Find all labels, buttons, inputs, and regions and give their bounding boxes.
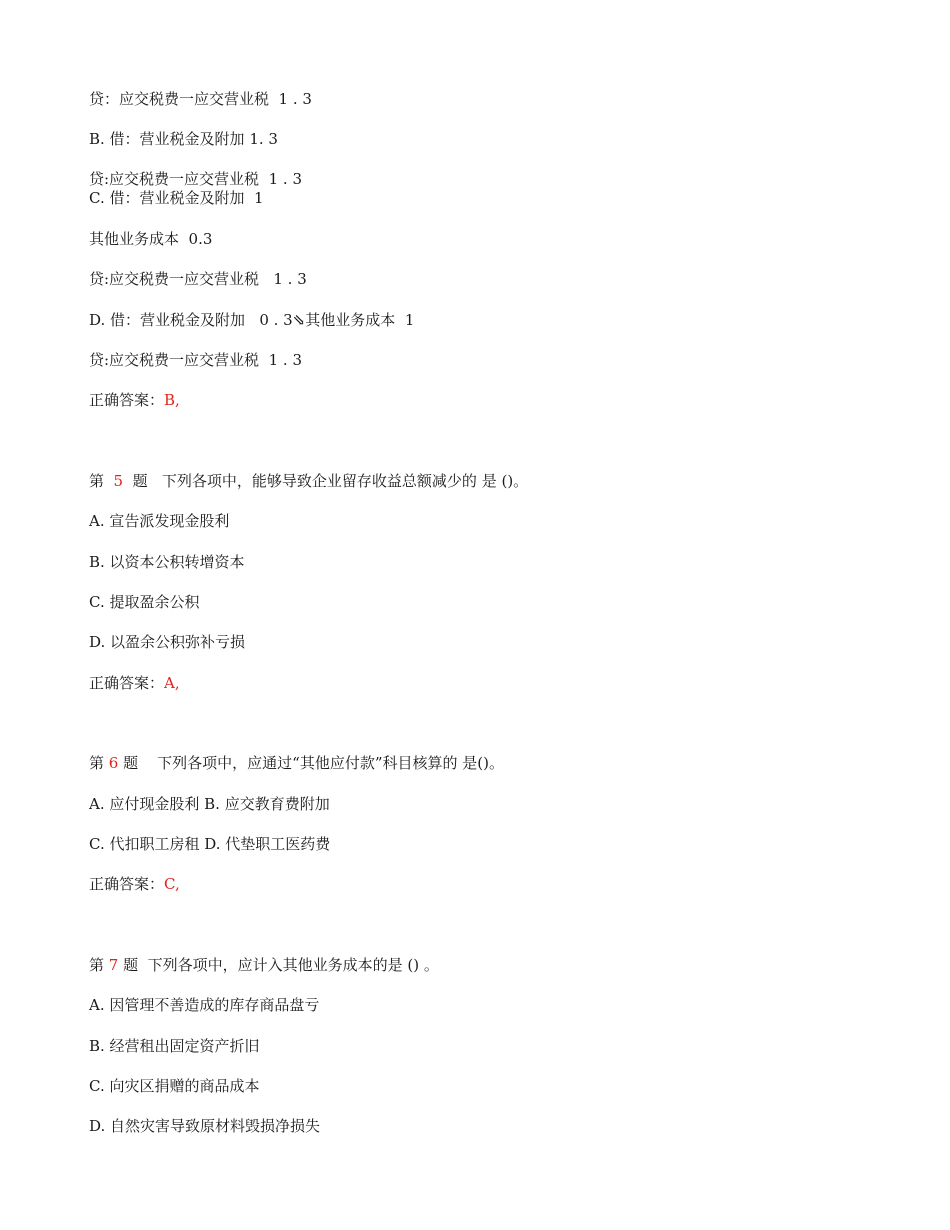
question-text: 题 下列各项中，应通过“其他应付款”科目核算的 是()。 [118,754,504,772]
q4-option-d: D. 借：营业税金及附加 0 . 3⇘其他业务成本 1 [89,311,415,329]
question-prefix: 第 [89,754,109,772]
q5-option-d: D. 以盈余公积弥补亏损 [89,633,246,651]
q7-option-b: B. 经营租出固定资产折旧 [89,1037,260,1055]
answer-value: C, [164,875,180,893]
q5-option-b: B. 以资本公积转增资本 [89,553,245,571]
question-number: 7 [108,956,119,974]
answer-value: B, [164,391,180,409]
answer-label: 正确答案： [89,391,165,409]
q7-option-d: D. 自然灾害导致原材料毁损净损失 [89,1117,321,1135]
question-number: 5 [113,472,124,490]
q6-stem [89,754,504,772]
q6-options-ab: A. 应付现金股利 B. 应交教育费附加 [89,795,330,813]
q6-answer [89,875,180,893]
q4-option-b: B. 借：营业税金及附加 1. 3 [89,130,278,148]
q4-option-d-credit: 贷:应交税费一应交营业税 1 . 3 [89,351,302,369]
answer-value: A, [164,674,180,692]
q5-answer [89,674,180,692]
q5-stem [89,472,528,490]
q7-option-c: C. 向灾区捐赠的商品成本 [89,1077,260,1095]
q5-option-a: A. 宣告派发现金股利 [89,512,230,530]
q5-option-c: C. 提取盈余公积 [89,593,200,611]
q4-option-c-other: 其他业务成本 0.3 [89,230,213,248]
q4-option-b-credit: 贷:应交税费一应交营业税 1 . 3 [89,170,302,188]
question-text: 题 下列各项中，能够导致企业留存收益总额减少的 是 ()。 [123,472,529,490]
q4-answer [89,391,180,409]
question-number: 6 [108,754,119,772]
q6-options-cd: C. 代扣职工房租 D. 代垫职工医药费 [89,835,331,853]
question-prefix: 第 [89,472,114,490]
answer-label: 正确答案： [89,875,165,893]
q7-stem [89,956,439,974]
q4-option-c-credit: 贷:应交税费一应交营业税 1 . 3 [89,270,307,288]
answer-label: 正确答案： [89,674,165,692]
q4-option-c: C. 借：营业税金及附加 1 [89,189,264,207]
q7-option-a: A. 因管理不善造成的库存商品盘亏 [89,996,320,1014]
q4-line-credit-a: 贷：应交税费一应交营业税 1 . 3 [89,90,312,108]
question-prefix: 第 [89,956,109,974]
question-text: 题 下列各项中，应计入其他业务成本的是 () 。 [118,956,439,974]
